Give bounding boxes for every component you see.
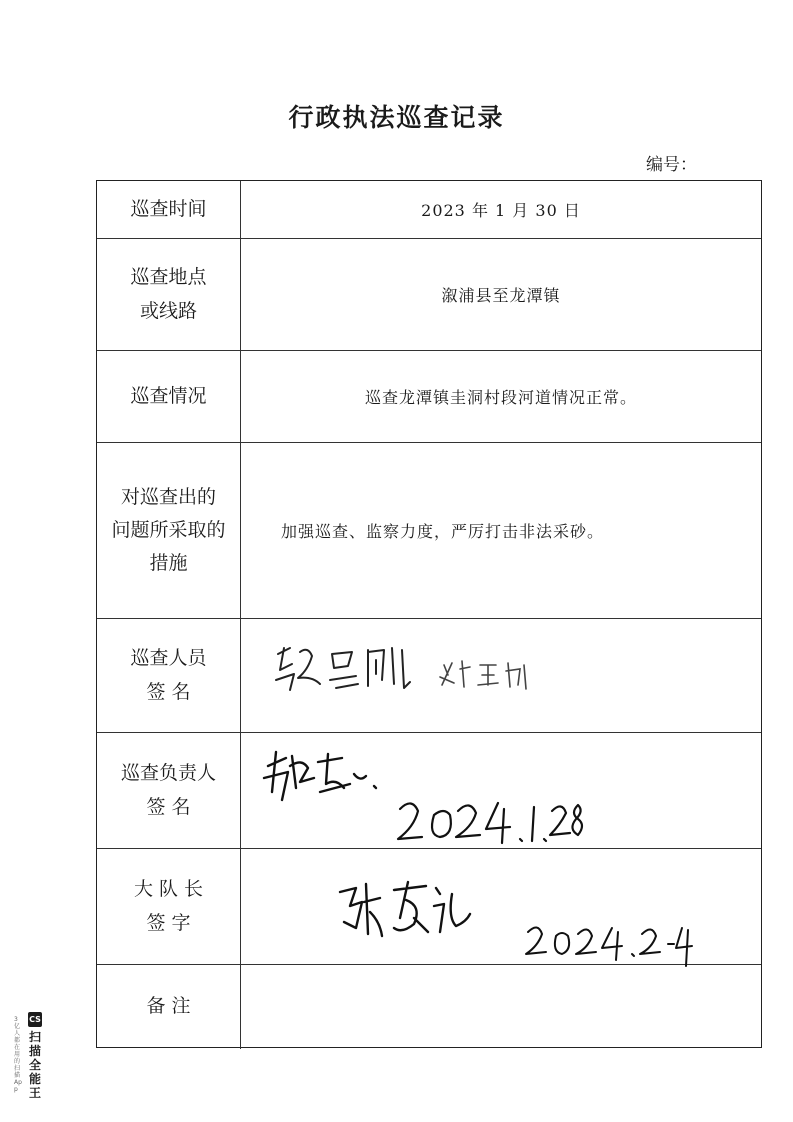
- label-line: 问题所采取的: [111, 518, 226, 541]
- row-situation: [97, 351, 761, 443]
- value-location: 溆浦县至龙潭镇: [441, 286, 561, 305]
- leader-date-handwritten: [394, 795, 584, 850]
- label-line: 签 字: [146, 911, 191, 934]
- label-situation: [97, 351, 241, 442]
- label-location: [97, 239, 241, 350]
- label-captain: [97, 849, 241, 964]
- label-line: 或线路: [139, 299, 197, 322]
- label-line: 巡查地点: [130, 266, 207, 289]
- captain-signature: [336, 878, 476, 948]
- value-situation: 巡查龙潭镇圭洞村段河道情况正常。: [364, 388, 637, 407]
- scanner-app-brand: 扫描全能王: [29, 1030, 42, 1100]
- label-line: 巡查情况: [130, 384, 207, 407]
- label-inspector: [97, 619, 241, 732]
- label-line: 巡查时间: [130, 197, 207, 220]
- document-title: 行政执法巡查记录: [288, 103, 505, 132]
- label-line: 措施: [149, 552, 188, 575]
- captain-date-handwritten: [524, 920, 694, 970]
- label-line: 备 注: [146, 995, 191, 1018]
- scanner-app-logo: CS: [28, 1012, 42, 1027]
- label-line: 巡查负责人: [120, 762, 216, 785]
- label-line: 签 名: [146, 795, 191, 818]
- inspector-signature-2: [438, 655, 538, 695]
- label-line: 签 名: [146, 680, 191, 703]
- leader-signature: [262, 748, 392, 808]
- label-remarks: [97, 965, 241, 1049]
- label-line: 大 队 长: [133, 878, 204, 901]
- label-time: [97, 181, 241, 238]
- label-leader: [97, 733, 241, 848]
- serial-number-label: 编号：: [646, 155, 697, 175]
- label-measures: [97, 443, 241, 618]
- inspector-signature-1: [272, 640, 422, 700]
- row-time: [97, 181, 761, 239]
- label-line: 对巡查出的: [120, 485, 216, 508]
- row-location: [97, 239, 761, 351]
- label-line: 巡查人员: [130, 647, 207, 670]
- scanner-app-tagline: 3亿人都在用的扫描App: [14, 1016, 22, 1093]
- row-inspector: [97, 619, 761, 733]
- row-measures: [97, 443, 761, 619]
- value-time: 2023 年 1 月 30 日: [421, 201, 581, 220]
- value-measures: 加强巡查、监察力度，严厉打击非法采砂。: [281, 522, 605, 541]
- value-remarks: [241, 965, 761, 1049]
- row-remarks: [97, 965, 761, 1049]
